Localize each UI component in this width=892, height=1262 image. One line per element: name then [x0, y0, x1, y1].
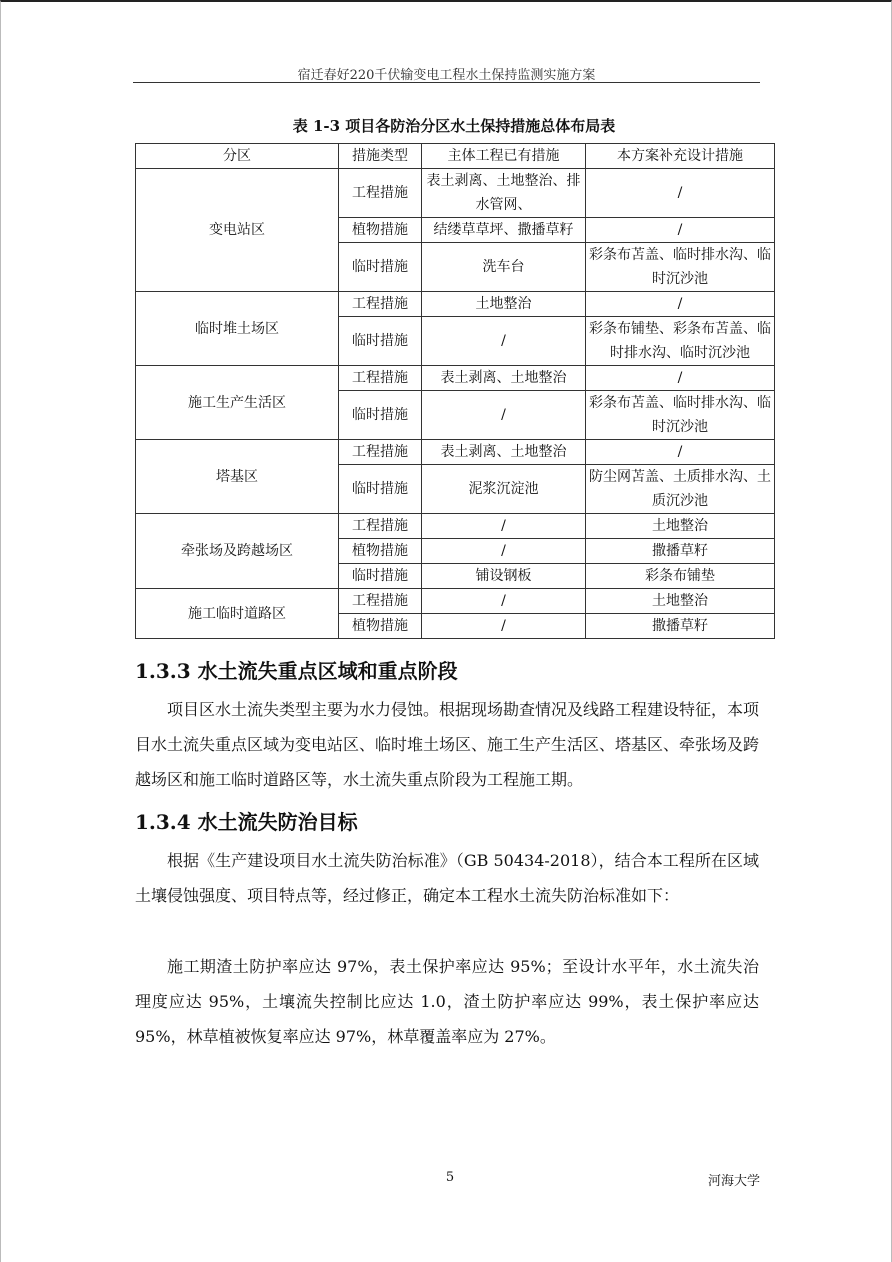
existing-measures-cell: /	[422, 391, 586, 440]
existing-measures-cell: /	[422, 589, 586, 614]
existing-measures-cell: /	[422, 317, 586, 366]
column-header: 措施类型	[339, 144, 422, 169]
supplement-measures-cell: 土地整治	[586, 589, 775, 614]
existing-measures-cell: 表土剥离、土地整治	[422, 440, 586, 465]
supplement-measures-cell: 防尘网苫盖、土质排水沟、土质沉沙池	[586, 465, 775, 514]
paragraph-standard: 根据《生产建设项目水土流失防治标准》（GB 50434-2018），结合本工程所在区域土壤侵蚀强度、项目特点等，经过修正，确定本工程水土流失防治标准如下：	[135, 851, 759, 905]
page-number: 5	[445, 1170, 455, 1185]
zone-cell: 变电站区	[136, 169, 339, 292]
column-header: 本方案补充设计措施	[586, 144, 775, 169]
running-header: 宿迁春好220千伏输变电工程水土保持监测实施方案	[297, 68, 596, 83]
measure-type-cell: 临时措施	[339, 465, 422, 514]
zone-cell: 施工生产生活区	[136, 366, 339, 440]
measure-type-cell: 临时措施	[339, 391, 422, 440]
supplement-measures-cell: 彩条布苫盖、临时排水沟、临时沉沙池	[586, 391, 775, 440]
zone-cell: 塔基区	[136, 440, 339, 514]
paragraph-key-areas: 项目区水土流失类型主要为水力侵蚀。根据现场勘查情况及线路工程建设特征，本项目水土流失重点区域为变电站区、临时堆土场区、施工生产生活区、塔基区、牵张场及跨越场区和施工临时道路区等，水土流失重点阶段为工程施工期。	[135, 700, 760, 789]
table-title: 表 1-3 项目各防治分区水土保持措施总体布局表	[292, 117, 616, 135]
supplement-measures-cell: /	[586, 440, 775, 465]
column-header: 分区	[136, 144, 339, 169]
measure-type-cell: 植物措施	[339, 539, 422, 564]
table-row	[136, 169, 775, 218]
zone-cell: 施工临时道路区	[136, 589, 339, 639]
existing-measures-cell: 结缕草草坪、撒播草籽	[422, 218, 586, 243]
table-row	[136, 589, 775, 614]
measure-type-cell: 工程措施	[339, 169, 422, 218]
table-header-row	[136, 144, 775, 169]
footer-organization: 河海大学	[707, 1174, 760, 1189]
measure-type-cell: 工程措施	[339, 440, 422, 465]
supplement-measures-cell: 彩条布苫盖、临时排水沟、临时沉沙池	[586, 243, 775, 292]
measure-type-cell: 工程措施	[339, 589, 422, 614]
measure-type-cell: 临时措施	[339, 243, 422, 292]
zone-cell: 临时堆土场区	[136, 292, 339, 366]
supplement-measures-cell: /	[586, 169, 775, 218]
measure-type-cell: 工程措施	[339, 366, 422, 391]
supplement-measures-cell: /	[586, 218, 775, 243]
paragraph-targets: 施工期渣土防护率应达 97%，表土保护率应达 95%；至设计水平年，水土流失治理度应达 95%，土壤流失控制比应达 1.0，渣土防护率应达 99%，表土保护率应达 95%，林草植被恢复率应达 97%，林草覆盖率应为 27%。	[135, 957, 759, 1046]
section-heading-1-3-3: 1.3.3 水土流失重点区域和重点阶段	[135, 659, 458, 683]
table-row	[136, 366, 775, 391]
existing-measures-cell: 表土剥离、土地整治、排水管网、	[422, 169, 586, 218]
measure-type-cell: 植物措施	[339, 218, 422, 243]
supplement-measures-cell: /	[586, 366, 775, 391]
existing-measures-cell: 铺设钢板	[422, 564, 586, 589]
supplement-measures-cell: /	[586, 292, 775, 317]
measure-type-cell: 工程措施	[339, 292, 422, 317]
table-row	[136, 440, 775, 465]
existing-measures-cell: /	[422, 539, 586, 564]
existing-measures-cell: /	[422, 514, 586, 539]
existing-measures-cell: 土地整治	[422, 292, 586, 317]
header-rule	[133, 82, 760, 83]
measure-type-cell: 临时措施	[339, 564, 422, 589]
supplement-measures-cell: 撒播草籽	[586, 539, 775, 564]
zone-cell: 牵张场及跨越场区	[136, 514, 339, 589]
supplement-measures-cell: 撒播草籽	[586, 614, 775, 639]
supplement-measures-cell: 彩条布铺垫	[586, 564, 775, 589]
supplement-measures-cell: 彩条布铺垫、彩条布苫盖、临时排水沟、临时沉沙池	[586, 317, 775, 366]
supplement-measures-cell: 土地整治	[586, 514, 775, 539]
existing-measures-cell: /	[422, 614, 586, 639]
measure-type-cell: 植物措施	[339, 614, 422, 639]
section-heading-1-3-4: 1.3.4 水土流失防治目标	[135, 810, 358, 834]
measure-type-cell: 工程措施	[339, 514, 422, 539]
existing-measures-cell: 洗车台	[422, 243, 586, 292]
measures-layout-table	[135, 143, 775, 639]
existing-measures-cell: 表土剥离、土地整治	[422, 366, 586, 391]
table-row	[136, 514, 775, 539]
table-row	[136, 292, 775, 317]
existing-measures-cell: 泥浆沉淀池	[422, 465, 586, 514]
measure-type-cell: 临时措施	[339, 317, 422, 366]
column-header: 主体工程已有措施	[422, 144, 586, 169]
